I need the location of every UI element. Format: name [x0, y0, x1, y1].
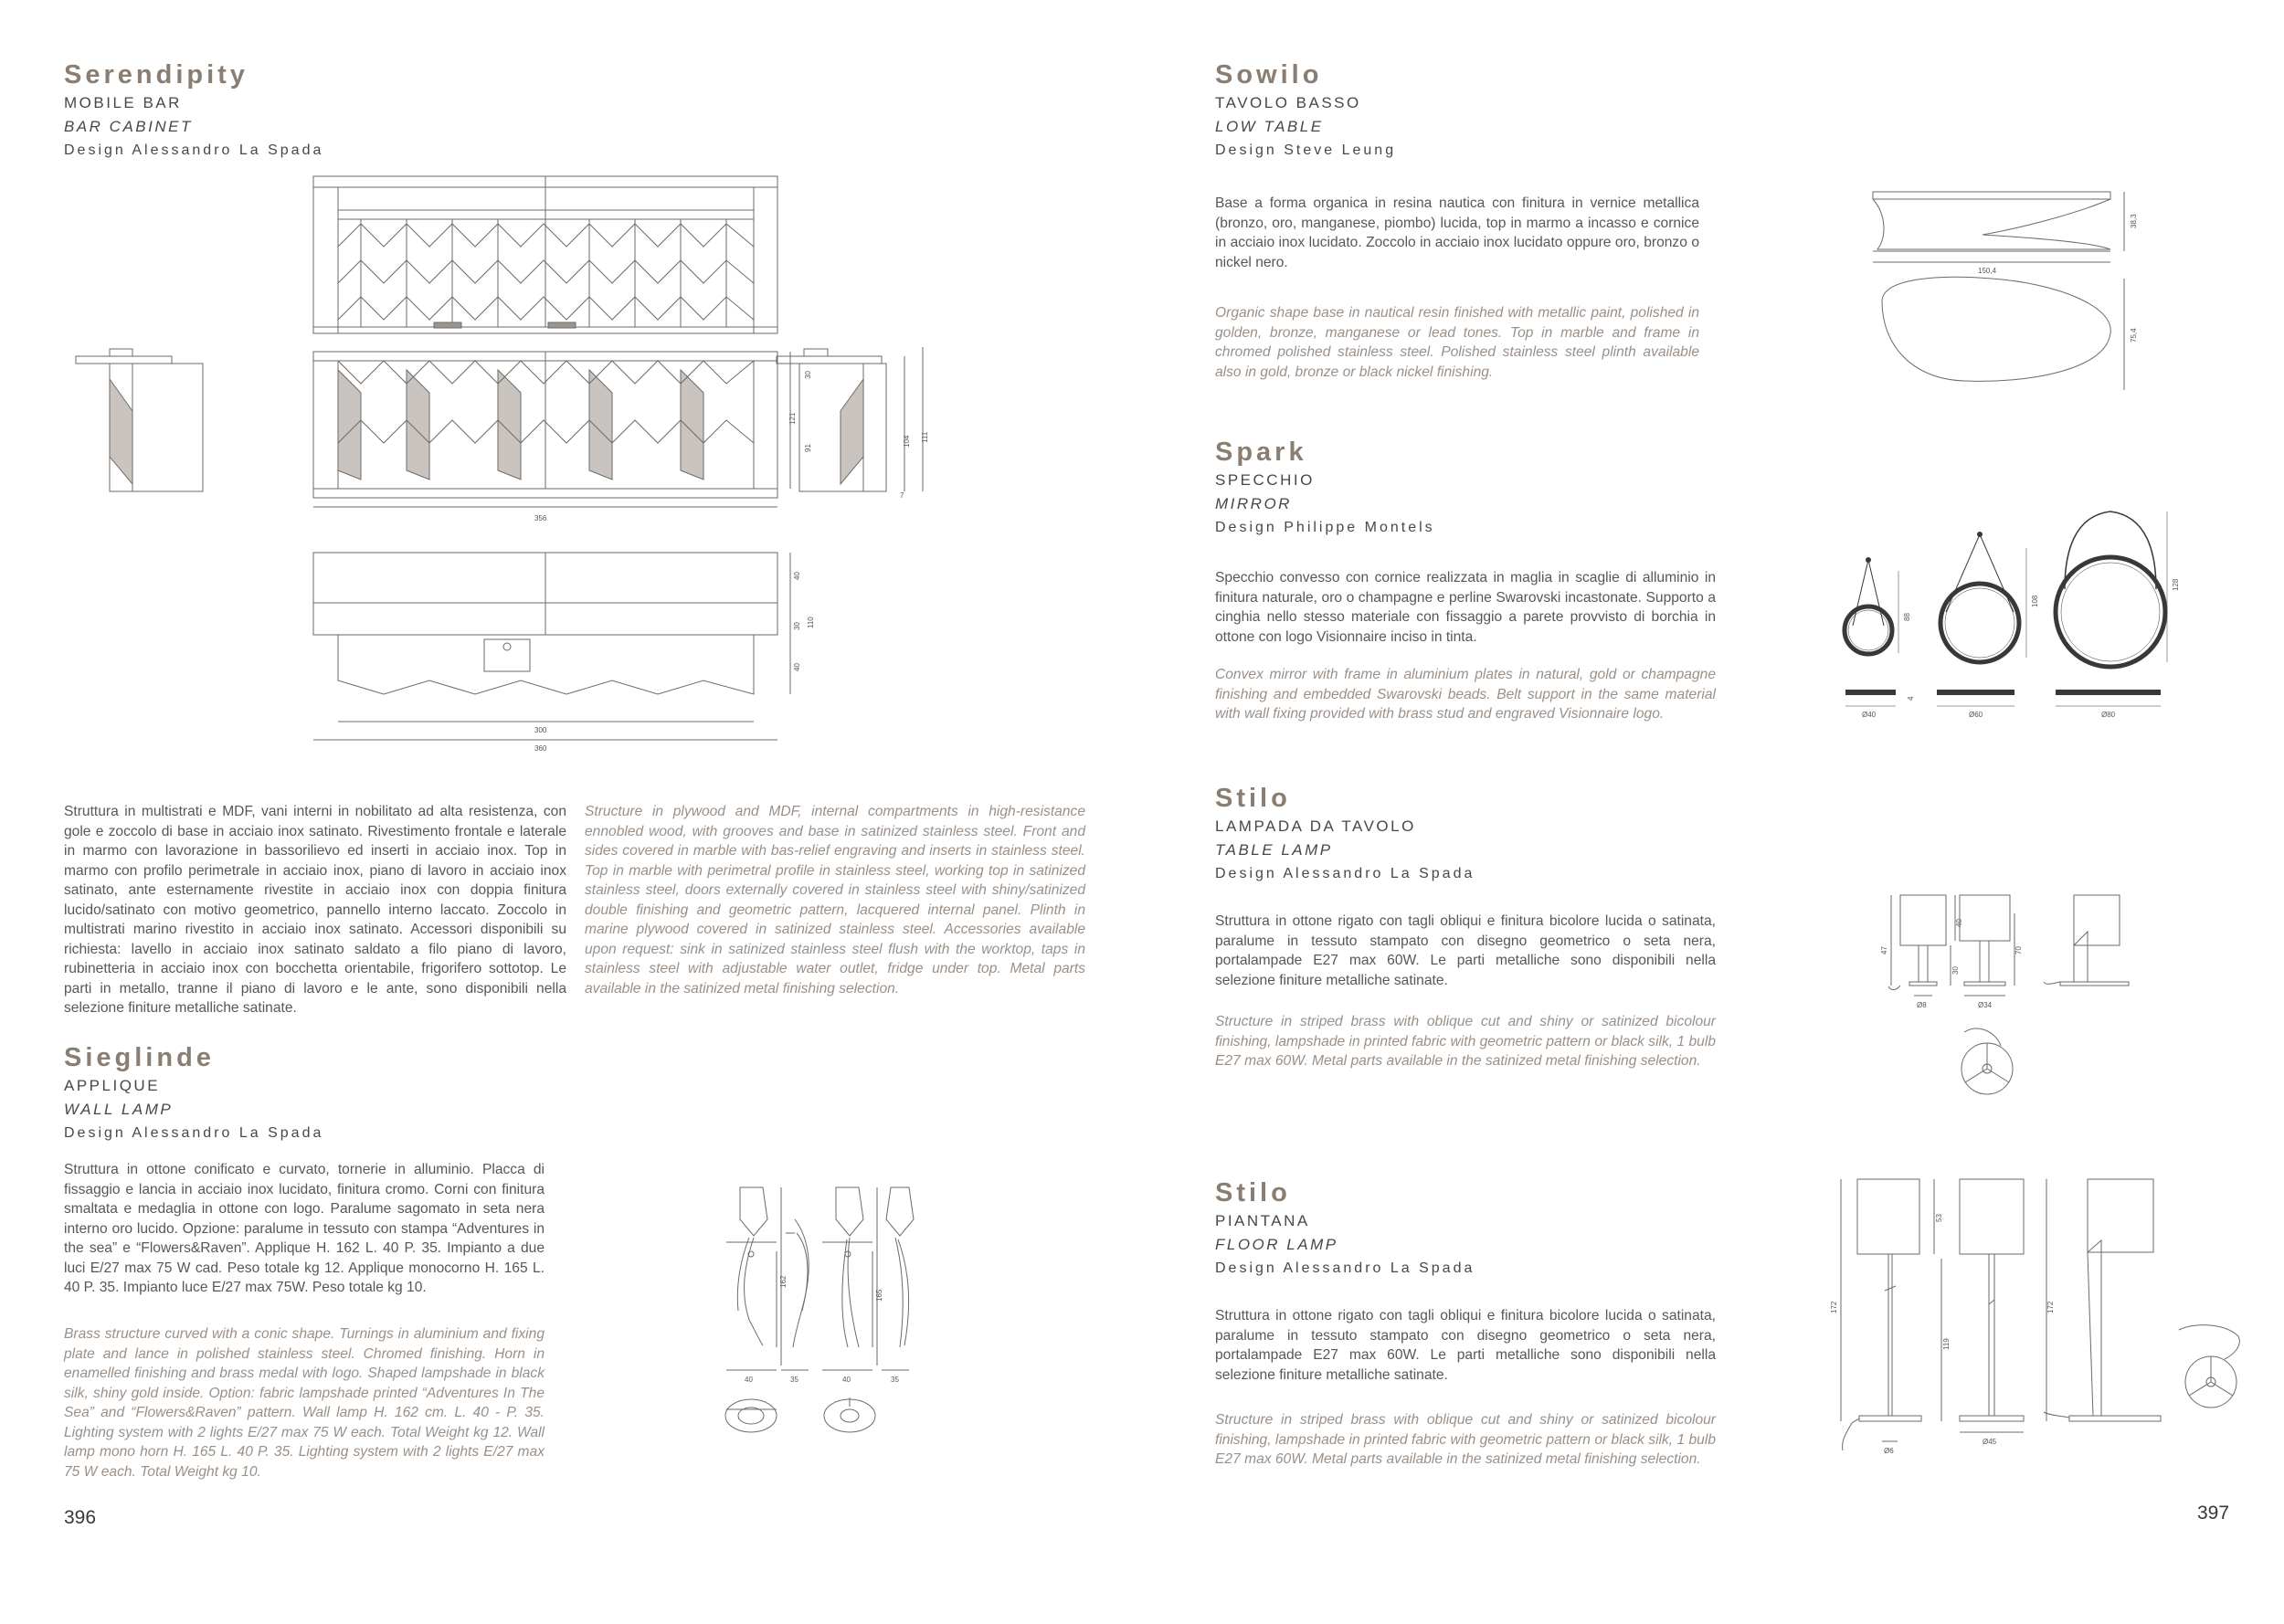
sieglinde-dim-h1: 162: [779, 1275, 788, 1288]
stilo-floor-header: [1215, 1176, 1475, 1281]
sowilo-dim-height: 38,3: [2130, 214, 2138, 228]
sieglinde-text-it: Struttura in ottone conificato e curvato, tornerie in alluminio. Placca di fissaggio e lancia in acciaio inox lucidato, finitura cromo. Corni con finitura smaltata e medaglia in ottone con logo. Paralume sagomato in seta nera interno oro lucido. Opzione: paralume in tessuto con stampa “Adventures in the sea” e “Flowers&Raven”. Applique H. 162 L. 40 P. 35. Impianto a due luci E/27 max 75 W cad. Peso totale kg 12. Applique monocorno H. 165 L. 40 P. 35. Impianto luce E/27 max 75W. Peso totale kg 10.: [64, 1162, 545, 1295]
stilo-table-dim-h-total: 47: [1880, 946, 1888, 954]
stilo-table-dim-side-h: 70: [2014, 946, 2023, 954]
stilo-floor-dim-foot-d: Ø45: [1983, 1438, 1997, 1446]
bar-shaded-panels: [338, 370, 703, 480]
stilo-floor-side: [2044, 1179, 2161, 1421]
sieglinde-designer: Design Alessandro La Spada: [64, 1125, 324, 1141]
sieglinde-title: Sieglinde: [64, 1043, 215, 1072]
spark-dim-h3: 128: [2172, 578, 2180, 591]
sowilo-plan: [1882, 277, 2110, 381]
serendipity-designer: Design Alessandro La Spada: [64, 142, 324, 158]
dim-height-total: 121: [788, 412, 797, 425]
serendipity-category-en: BAR CABINET: [64, 118, 193, 135]
stilo-floor-category-it: PIANTANA: [1215, 1212, 1310, 1229]
spark-text-en: Convex mirror with frame in aluminium plates in natural, gold or champagne finishing and embedded Swarovski beads. Belt support in the same material with wall fixing provided with brass stud and engraved Visionnaire logo.: [1215, 667, 1716, 722]
sowilo-category-en: LOW TABLE: [1215, 118, 1324, 135]
stilo-floor-dim-base-d: Ø6: [1884, 1447, 1894, 1455]
serendipity-text-en: Structure in plywood and MDF, internal compartments in high-resistance ennobled wood, with grooves and base in satinized stainless steel. Front and sides covered in marble with bas-relief engraving and inserts in stainless steel. Top in marble with perimetral profile in stainless steel, working top in satinized stainless steel, doors externally covered in stainless steel with shiny/satinized double finishing and geometric pattern, lacquered internal panel. Plinth in marine plywood covered in satinized stainless steel. Accessories available upon request: sink in satinized stainless steel flush with the worktop, taps in stainless steel with adjustable water outlet, fridge under top. Metal parts available in the satinized metal finishing selection.: [585, 804, 1085, 997]
stilo-floor-dim-shade: 53: [1935, 1214, 1943, 1222]
page-number-right: 397: [2197, 1503, 2230, 1524]
dim-side-b: 111: [921, 431, 929, 443]
bar-side-right-top: [777, 356, 882, 364]
sieglinde-dim-w2: 40: [842, 1376, 851, 1384]
stilo-table-category-it: LAMPADA DA TAVOLO: [1215, 817, 1416, 835]
stilo-floor-title: Stilo: [1215, 1178, 1291, 1207]
stilo-floor-text-en: Structure in striped brass with oblique cut and shiny or satinized bicolour finishing, lampshade in printed fabric with geometric pattern or black silk, 1 bulb E27 max 60W. Metal parts available in the satinized metal finishing selection.: [1215, 1412, 1716, 1467]
stilo-floor-text-it: Struttura in ottone rigato con tagli obliqui e finitura bicolore lucida o satinata, paralume in tessuto stampato con disegno geometrico o seta nera, portalampade E27 max 60W. Le parti metalliche sono disponibili nella selezione finiture metalliche satinate.: [1215, 1308, 1716, 1383]
sowilo-header: [1215, 58, 1396, 163]
dim-h-mid: 91: [804, 444, 812, 452]
dim-plan-w2: 360: [534, 744, 547, 753]
sieglinde-dim-h2: 165: [875, 1289, 883, 1302]
dim-plan-c: 40: [793, 663, 801, 671]
sieglinde-drawing: [722, 1183, 959, 1457]
stilo-floor-plan: [2179, 1325, 2239, 1408]
dim-h-top: 30: [804, 371, 812, 379]
dim-side-a: 104: [903, 435, 911, 448]
spark-title: Spark: [1215, 438, 1307, 467]
sieglinde-text-en: Brass structure curved with a conic shape. Turnings in aluminium and fixing plate and lance in polished stainless steel. Chromed finishing. Horn in enamelled finishing and brass medal with logo. Shaped lampshade in black silk, shiny gold inside. Option: fabric lampshade printed “Adventures In The Sea” and “Flowers&Raven” pattern. Wall lamp H. 162 cm. L. 40 - P. 35. Lighting system with 2 lights E/27 max 75 W each. Total Weight kg 12. Wall lamp mono horn H. 165 L. 40 P. 35. Lighting system with 2 lights E/27 max 75 W each. Total Weight kg 10.: [64, 1326, 545, 1480]
stilo-table-side: [2044, 895, 2129, 986]
stilo-floor-dim-h-total: 172: [1830, 1301, 1838, 1313]
sowilo-top: [1873, 192, 2110, 199]
stilo-floor-designer: Design Alessandro La Spada: [1215, 1260, 1475, 1276]
stilo-table-plan: [1961, 1028, 2013, 1094]
spark-dim-d3: Ø80: [2101, 711, 2116, 719]
stilo-table-category-en: TABLE LAMP: [1215, 841, 1333, 859]
dim-plan-a: 40: [793, 572, 801, 580]
stilo-table-text-en: Structure in striped brass with oblique cut and shiny or satinized bicolour finishing, lampshade in printed fabric with geometric pattern or black silk, 1 bulb E27 max 60W. Metal parts available in the satinized metal finishing selection.: [1215, 1014, 1716, 1069]
sowilo-text-it: Base a forma organica in resina nautica con finitura in vernice metallica (bronzo, oro, manganese, piombo) lucida, top in marmo a incasso e cornice in acciaio inox lucidato. Zoccolo in acciaio inox lucidato oppure oro, bronzo o nickel nero.: [1215, 195, 1699, 270]
sowilo-dim-length: 150,4: [1978, 267, 1997, 275]
stilo-floor-dim-stem: 119: [1942, 1338, 1951, 1350]
sowilo-dim-depth: 75,4: [2130, 328, 2138, 343]
stilo-table-header: [1215, 782, 1475, 886]
stilo-table-dim-base-d: Ø8: [1917, 1001, 1927, 1009]
sowilo-text-en: Organic shape base in nautical resin finished with metallic paint, polished in golden, bronze, manganese or lead tones. Top in marble and frame in chromed polished stainless steel. Polished stainless steel plinth available also in gold, bronze or black nickel finishing.: [1215, 305, 1699, 380]
spark-header: [1215, 436, 1435, 540]
spark-dim-d1: Ø40: [1862, 711, 1877, 719]
stilo-floor-middle: [1960, 1179, 2024, 1421]
sieglinde-lamp-1: [726, 1187, 777, 1345]
serendipity-text-it: Struttura in multistrati e MDF, vani interni in nobilitato ad alta resistenza, con gole e zoccolo di base in acciaio inox satinato. Rivestimento frontale e laterale in marmo con lavorazione in bassorilievo ed inserti in acciaio inox. Top in marmo con profilo perimetrale in acciaio inox, piano di lavoro in acciaio inox satinato, ante esternamente rivestite in acciaio inox con doppia finitura lucido/satinato con motivo geometrico, pannello interno laccato. Zoccolo in multistrati marino rivestito in acciaio inox satinato. Accessori disponibili su richiesta: lavello in acciaio inox satinato saldato a filo piano di lavoro, rubinetteria in acciaio inox con bocchetta orientabile, frigorifero sottotop. Le parti in metallo, tranne il piano di lavoro e le ante, sono disponibili nella selezione finiture metalliche satinate.: [64, 804, 566, 1016]
bar-side-left-top: [76, 356, 172, 364]
stilo-floor-dim-side: 172: [2046, 1301, 2055, 1313]
sowilo-designer: Design Steve Leung: [1215, 142, 1397, 158]
stilo-floor-category-en: FLOOR LAMP: [1215, 1236, 1338, 1253]
sieglinde-dim-w1: 40: [745, 1376, 753, 1384]
spark-mirror-medium: [1940, 533, 2019, 663]
spark-text-it: Specchio convesso con cornice realizzata in maglia in scaglie di alluminio in finitura naturale, oro o champagne e perline Swarovski incastonate. Supporto a cinghia nello stesso materiale con fissaggio a parete provvisto di borchia in ottone con logo Visionnaire inciso in tinta.: [1215, 570, 1716, 645]
spark-category-it: SPECCHIO: [1215, 471, 1315, 489]
stilo-table-dim-shade: 40: [1955, 919, 1963, 927]
stilo-floor-drawing: [1832, 1176, 2261, 1460]
stilo-table-middle: [1960, 895, 2010, 986]
sieglinde-dim-d2: 35: [891, 1376, 899, 1384]
stilo-table-designer: Design Alessandro La Spada: [1215, 866, 1475, 881]
sowilo-base-profile: [1873, 199, 2110, 249]
page-number-left: 396: [64, 1507, 97, 1528]
spark-designer: Design Philippe Montels: [1215, 520, 1435, 535]
sieglinde-dim-d1: 35: [790, 1376, 798, 1384]
stilo-table-dim-shade-d: Ø34: [1978, 1001, 1993, 1009]
serendipity-title: Serendipity: [64, 60, 248, 90]
stilo-table-title: Stilo: [1215, 784, 1291, 813]
sieglinde-category-it: APPLIQUE: [64, 1077, 161, 1094]
stilo-floor-front: [1843, 1179, 1921, 1450]
sowilo-title: Sowilo: [1215, 60, 1323, 90]
spark-mirror-small: [1845, 558, 1892, 655]
bar-plan-base: [338, 635, 754, 694]
dim-plinth: 7: [900, 491, 904, 500]
spark-dim-d2: Ø60: [1969, 711, 1983, 719]
dim-plan-w1: 300: [534, 726, 547, 734]
sowilo-category-it: TAVOLO BASSO: [1215, 94, 1361, 111]
stilo-table-front: [1888, 895, 1946, 990]
dim-width-total: 356: [534, 514, 547, 522]
stilo-table-text-it: Struttura in ottone rigato con tagli obliqui e finitura bicolore lucida o satinata, paralume in tessuto stampato con disegno geometrico o seta nera, portalampade E27 max 60W. Le parti metalliche sono disponibili nella selezione finiture metalliche satinate.: [1215, 913, 1716, 988]
spark-dim-h2: 108: [2031, 595, 2039, 607]
serendipity-drawing: [119, 174, 1124, 776]
serendipity-category-it: MOBILE BAR: [64, 94, 182, 111]
sieglinde-lamp-4: [877, 1187, 914, 1366]
sieglinde-category-en: WALL LAMP: [64, 1101, 174, 1118]
dim-plan-b: 30: [793, 622, 801, 630]
dim-plan-total: 110: [807, 617, 815, 628]
spark-category-en: MIRROR: [1215, 495, 1292, 512]
spark-dim-depth: 4: [1907, 696, 1915, 701]
spark-dim-h1: 88: [1903, 613, 1911, 621]
stilo-table-dim-base-h: 30: [1951, 966, 1960, 975]
spark-drawing: [1836, 498, 2184, 726]
sieglinde-header: [64, 1041, 323, 1145]
stilo-table-drawing: [1877, 891, 2133, 1119]
sowilo-drawing: [1864, 187, 2138, 406]
spark-mirror-large: [2056, 511, 2165, 667]
serendipity-header: [64, 58, 323, 163]
sieglinde-plan-1: [725, 1399, 777, 1432]
sieglinde-lamp-3: [822, 1187, 872, 1347]
